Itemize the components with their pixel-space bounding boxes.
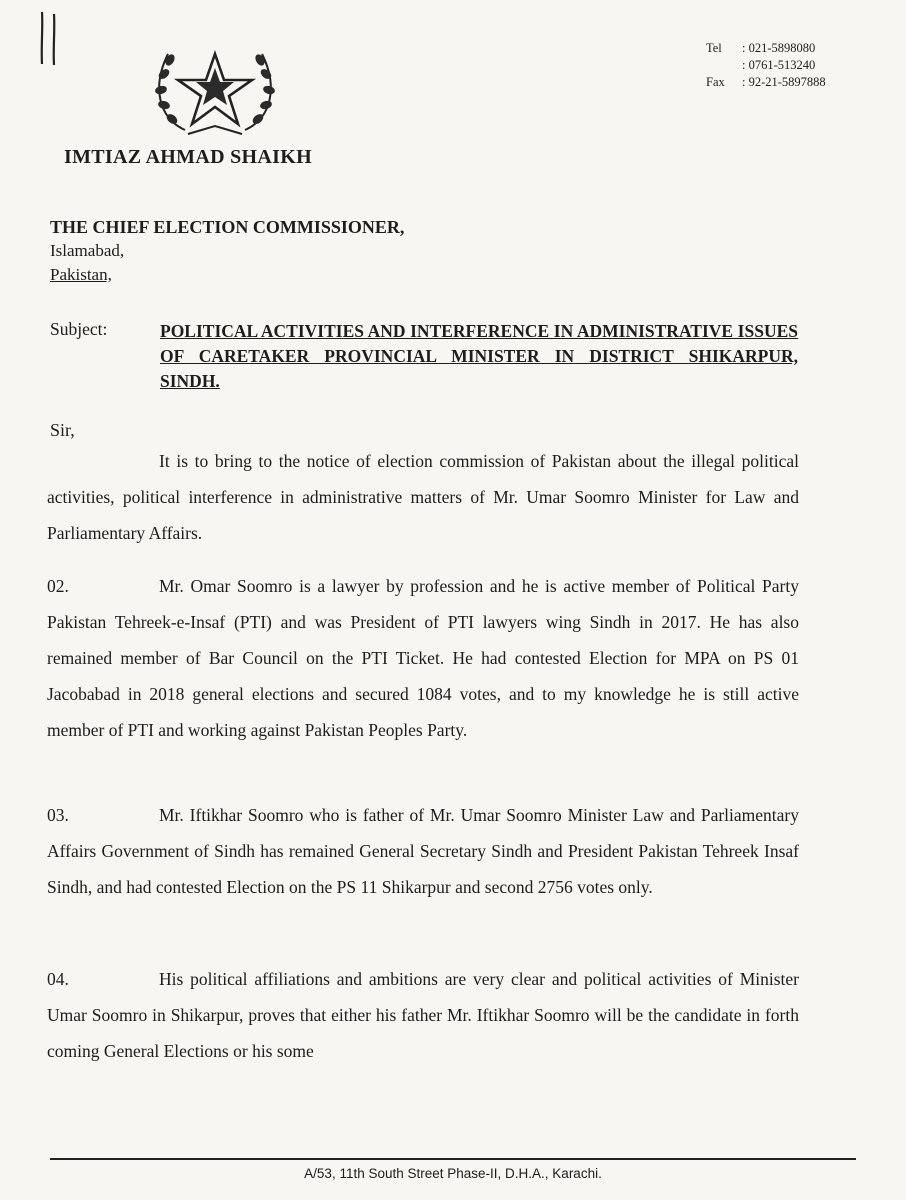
paragraph-4 xyxy=(47,961,799,1069)
paragraph-text: Mr. Omar Soomro is a lawyer by profession and he is active member of Political Party Pakistan Tehreek-e-Insaf (PTI) and was President of PTI lawyers wing Sindh in 2017. He has also remained member of Bar Council on the PTI Ticket. He had contested Election for MPA on PS 01 Jacobabad in 2018 general elections and secured 1084 votes, and to my knowledge he is still active member of PTI and working against Pakistan Peoples Party. xyxy=(47,576,799,740)
subject-label: Subject: xyxy=(50,319,108,339)
subject-text: POLITICAL ACTIVITIES AND INTERFERENCE IN ADMINISTRATIVE ISSUES OF CARETAKER PROVINCIAL MINISTER IN DISTRICT SHIKARPUR, SINDH. xyxy=(160,321,798,391)
star-wreath-emblem-icon xyxy=(140,40,290,142)
contact-block xyxy=(706,40,826,91)
contact-value: : 021-5898080 xyxy=(742,41,816,55)
paragraph-2 xyxy=(47,568,799,748)
contact-label xyxy=(706,57,742,74)
addressee-title: THE CHIEF ELECTION COMMISSIONER, xyxy=(50,217,405,237)
paragraph-3 xyxy=(47,797,799,905)
contact-label: Tel xyxy=(706,41,722,55)
contact-value: : 0761-513240 xyxy=(742,58,816,72)
paragraph-1 xyxy=(47,443,799,551)
footer-divider xyxy=(50,1158,856,1160)
paragraph-text: His political affiliations and ambitions are very clear and political activities of Minister Umar Soomro in Shikarpur, proves that either his father Mr. Iftikhar Soomro will be the candidate in forth coming General Elections or his some xyxy=(47,969,799,1061)
addressee-city: Islamabad, xyxy=(50,241,125,260)
contact-value: : 92-21-5897888 xyxy=(742,75,826,89)
paragraph-number: 04. xyxy=(47,969,69,989)
addressee-country: Pakistan, xyxy=(50,265,112,284)
paragraph-text: It is to bring to the notice of election commission of Pakistan about the illegal political activities, political interference in administrative matters of Mr. Umar Soomro Minister for Law and Parliamentary Affairs. xyxy=(47,451,799,543)
paragraph-number: 02. xyxy=(47,576,69,596)
salutation: Sir, xyxy=(50,420,75,440)
contact-label: Fax xyxy=(706,75,725,89)
paragraph-number: 03. xyxy=(47,805,69,825)
addressee-block xyxy=(50,215,404,287)
handwritten-mark-icon xyxy=(36,8,62,68)
contact-row-fax xyxy=(706,74,826,91)
paragraph-text: Mr. Iftikhar Soomro who is father of Mr. Umar Soomro Minister Law and Parliamentary Affairs Government of Sindh has remained General Secretary Sindh and President Pakistan Tehreek Insaf Sindh, and had contested Election on the PS 11 Shikarpur and second 2756 votes only. xyxy=(47,805,799,897)
letterhead-name: IMTIAZ AHMAD SHAIKH xyxy=(64,146,312,168)
contact-row-tel2 xyxy=(706,57,826,74)
footer-address: A/53, 11th South Street Phase-II, D.H.A., Karachi. xyxy=(304,1166,602,1181)
contact-row-tel xyxy=(706,40,826,57)
